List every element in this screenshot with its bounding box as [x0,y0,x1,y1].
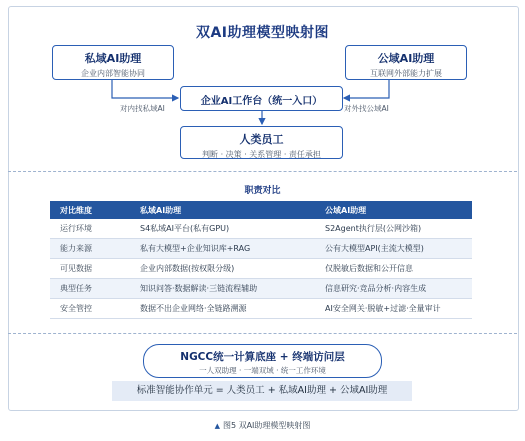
divider-top [8,171,517,172]
right-arrow-label: 对外找公域AI [344,104,389,113]
private-ai-subtitle: 企业内部智能协同 [81,69,145,78]
public-ai-subtitle: 互联网外部能力扩展 [370,69,442,78]
table-cell: 数据不出企业网络·全链路溯源 [130,299,315,319]
table-cell: S4私域AI平台(私有GPU) [130,219,315,239]
comparison-table [50,201,472,319]
human-title: 人类员工 [239,133,284,146]
public-ai-box [345,45,467,80]
table-row [50,279,472,299]
table-header-row [50,201,472,219]
table-cell: 信息研究·竞品分析·内容生成 [315,279,472,299]
table-cell: AI安全网关·脱敏+过滤·全量审计 [315,299,472,319]
arrow-private-to-workbench [112,80,178,98]
table-cell: 安全管控 [50,299,130,319]
left-arrow-label: 对内找私域AI [120,104,165,113]
triangle-icon: ▲ [214,422,220,430]
table-cell: 仅脱敏后数据和公开信息 [315,259,472,279]
table-row [50,239,472,259]
table-cell: 可见数据 [50,259,130,279]
table-header-private: 私域AI助理 [130,201,315,219]
workbench-box [180,86,343,111]
section-title: 职责对比 [244,186,281,196]
table-cell: S2Agent执行层(公网沙箱) [315,219,472,239]
private-ai-title: 私域AI助理 [84,52,142,65]
table-cell: 典型任务 [50,279,130,299]
ngcc-box [143,344,382,378]
caption-text: 图5 双AI助理模型映射图 [222,421,311,430]
public-ai-title: 公域AI助理 [377,52,435,65]
private-ai-box [52,45,174,80]
table-cell: 能力来源 [50,239,130,259]
diagram-title: 双AI助理模型映射图 [195,25,330,41]
divider-bottom [8,333,517,334]
table-cell: 企业内部数据(按权限分级) [130,259,315,279]
human-box [180,126,343,159]
figure-caption [0,420,525,431]
ngcc-title: NGCC统一计算底座 + 终端访问层 [180,351,345,363]
table-header-dimension: 对比维度 [50,201,130,219]
human-subtitle: 判断 · 决策 · 关系管理 · 责任承担 [202,150,321,159]
table-row [50,259,472,279]
table-header-public: 公域AI助理 [315,201,472,219]
ngcc-subtitle: 一人双助理 · 一端双域 · 统一工作环境 [199,366,326,375]
table-cell: 运行环境 [50,219,130,239]
workbench-title: 企业AI工作台（统一入口） [200,96,323,107]
table-row [50,219,472,239]
table-cell: 公有大模型API(主流大模型) [315,239,472,259]
arrow-public-to-workbench [344,80,389,98]
table-cell: 私有大模型+企业知识库+RAG [130,239,315,259]
table-row [50,299,472,319]
formula-banner: 标准智能协作单元 = 人类员工 + 私域AI助理 + 公域AI助理 [112,381,412,401]
table-cell: 知识问答·数据解读·三链流程辅助 [130,279,315,299]
